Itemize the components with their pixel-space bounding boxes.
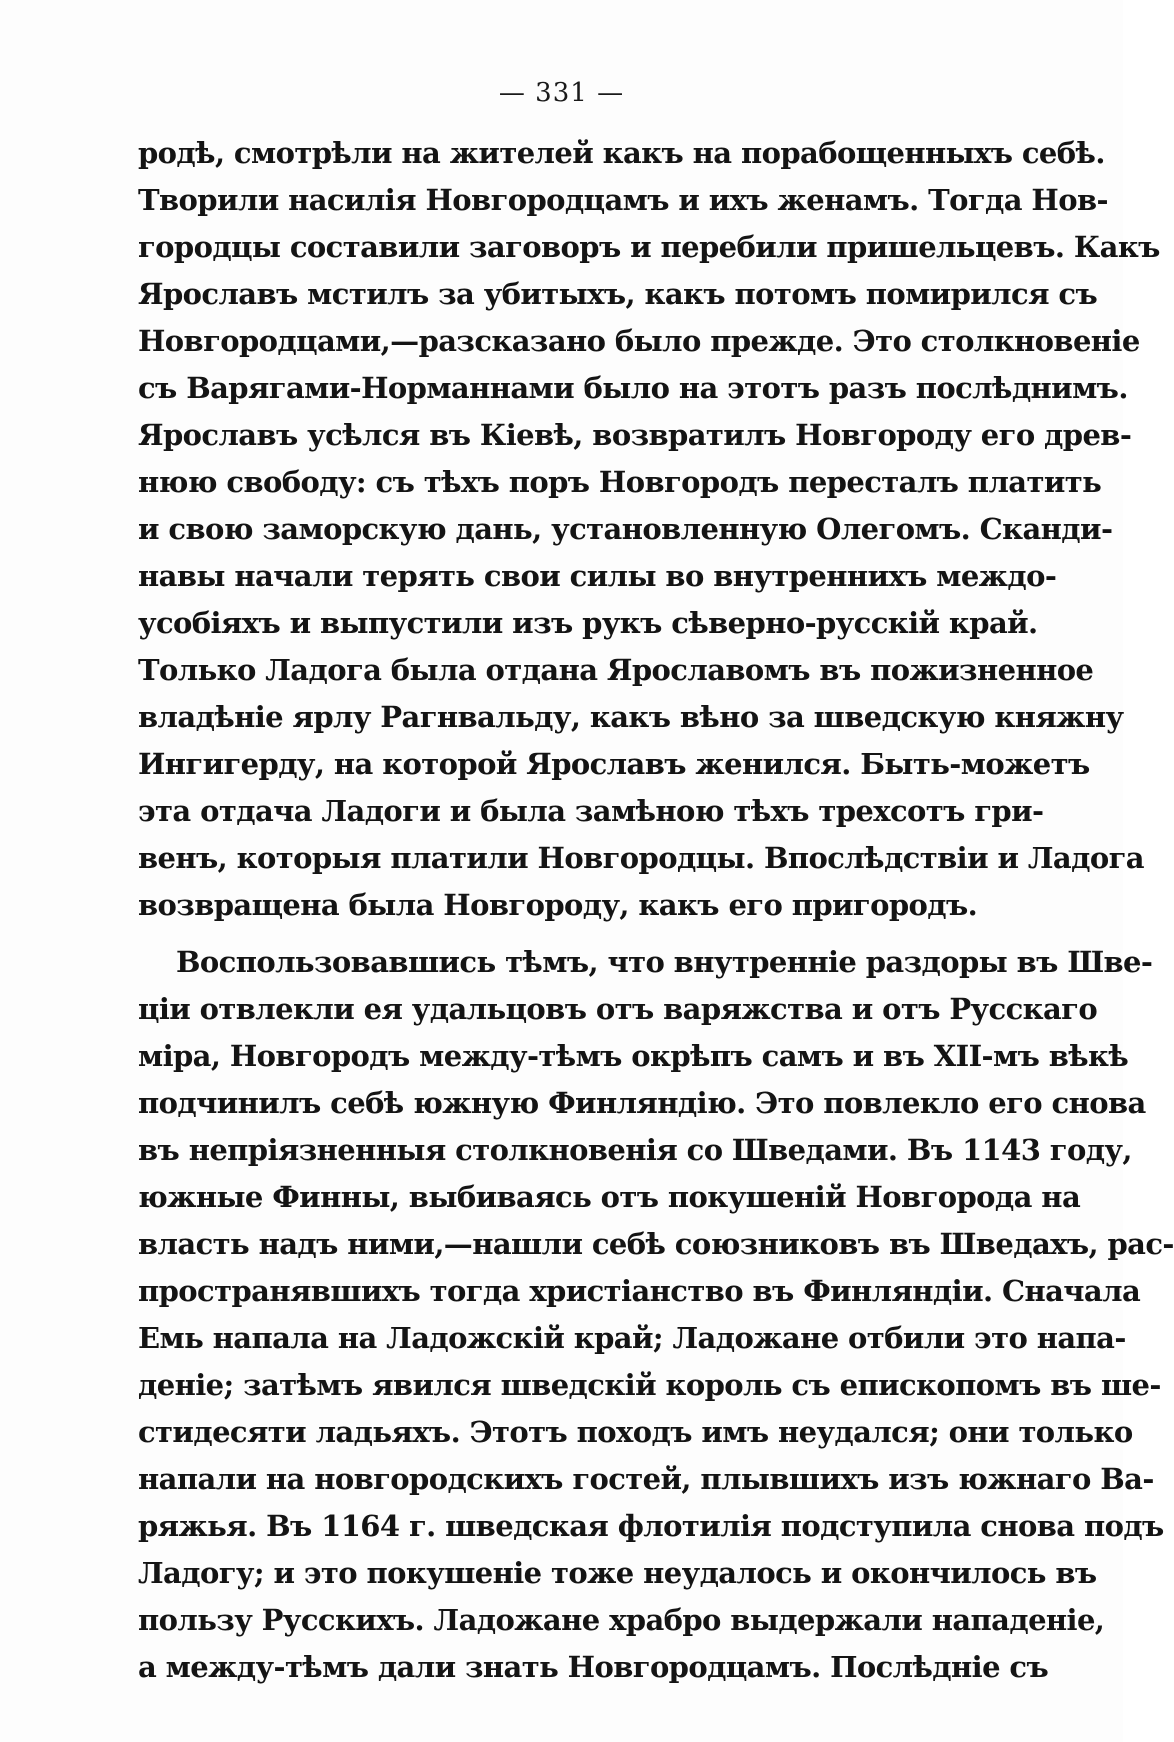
text-line: Творили насилія Новгородцамъ и ихъ женамъ. Тогда Нов-	[138, 183, 1108, 217]
paragraph	[138, 939, 1174, 1691]
text-line: съ Варягами-Норманнами было на этотъ разъ послѣднимъ.	[138, 371, 1128, 405]
text-line: Воспользовавшись тѣмъ, что внутренніе раздоры въ Шве-	[176, 945, 1153, 979]
body-text	[138, 130, 1174, 1691]
text-line: деніе; затѣмъ явился шведскій король съ епископомъ въ ше-	[138, 1368, 1161, 1402]
text-line: южные Финны, выбиваясь отъ покушеній Новгорода на	[138, 1180, 1081, 1214]
text-line: возвращена была Новгороду, какъ его пригородъ.	[138, 888, 978, 922]
text-line: ряжья. Въ 1164 г. шведская флотилія подступила снова подъ	[138, 1509, 1164, 1543]
text-line: власть надъ ними,—нашли себѣ союзниковъ въ Шведахъ, рас-	[138, 1227, 1174, 1261]
text-line: Только Ладога была отдана Ярославомъ въ пожизненное	[138, 653, 1094, 687]
text-line: и свою заморскую дань, установленную Олегомъ. Сканди-	[138, 512, 1113, 546]
text-line: стидесяти ладьяхъ. Этотъ походъ имъ неудался; они только	[138, 1415, 1133, 1449]
text-line: эта отдача Ладоги и была замѣною тѣхъ трехсотъ гри-	[138, 794, 1044, 828]
text-line: венъ, которыя платили Новгородцы. Впослѣдствіи и Ладога	[138, 841, 1144, 875]
paragraph	[138, 130, 1160, 929]
text-line: а между-тѣмъ дали знать Новгородцамъ. Послѣдніе съ	[138, 1650, 1049, 1684]
text-line: въ непріязненныя столкновенія со Шведами. Въ 1143 году,	[138, 1133, 1132, 1167]
text-line: Ярославъ усѣлся въ Кіевѣ, возвратилъ Новгороду его древ-	[138, 418, 1132, 452]
text-line: нюю свободу: съ тѣхъ поръ Новгородъ пересталъ платить	[138, 465, 1102, 499]
page-number: — 331 —	[498, 78, 625, 108]
text-line: Ингигерду, на которой Ярославъ женился. Быть-можетъ	[138, 747, 1090, 781]
text-line: пользу Русскихъ. Ладожане храбро выдержали нападеніе,	[138, 1603, 1105, 1637]
text-line: ціи отвлекли ея удальцовъ отъ варяжства и отъ Русскаго	[138, 992, 1098, 1026]
text-line: владѣніе ярлу Рагнвальду, какъ вѣно за шведскую княжну	[138, 700, 1124, 734]
text-line: міра, Новгородъ между-тѣмъ окрѣпъ самъ и въ XII-мъ вѣкѣ	[138, 1039, 1129, 1073]
text-line: подчинилъ себѣ южную Финляндію. Это повлекло его снова	[138, 1086, 1146, 1120]
text-line: Ладогу; и это покушеніе тоже неудалось и окончилось въ	[138, 1556, 1097, 1590]
text-line: Ярославъ мстилъ за убитыхъ, какъ потомъ помирился съ	[138, 277, 1098, 311]
text-line: напали на новгородскихъ гостей, плывшихъ изъ южнаго Ва-	[138, 1462, 1154, 1496]
text-line: навы начали терять свои силы во внутреннихъ междо-	[138, 559, 1057, 593]
text-line: пространявшихъ тогда христіанство въ Финляндіи. Сначала	[138, 1274, 1141, 1308]
text-line: усобіяхъ и выпустили изъ рукъ сѣверно-русскій край.	[138, 606, 1038, 640]
text-line: Емь напала на Ладожскій край; Ладожане отбили это напа-	[138, 1321, 1126, 1355]
text-line: Новгородцами,—разсказано было прежде. Это столкновеніе	[138, 324, 1140, 358]
text-line: городцы составили заговоръ и перебили пришельцевъ. Какъ	[138, 230, 1160, 264]
text-line: родѣ, смотрѣли на жителей какъ на порабощенныхъ себѣ.	[138, 136, 1105, 170]
